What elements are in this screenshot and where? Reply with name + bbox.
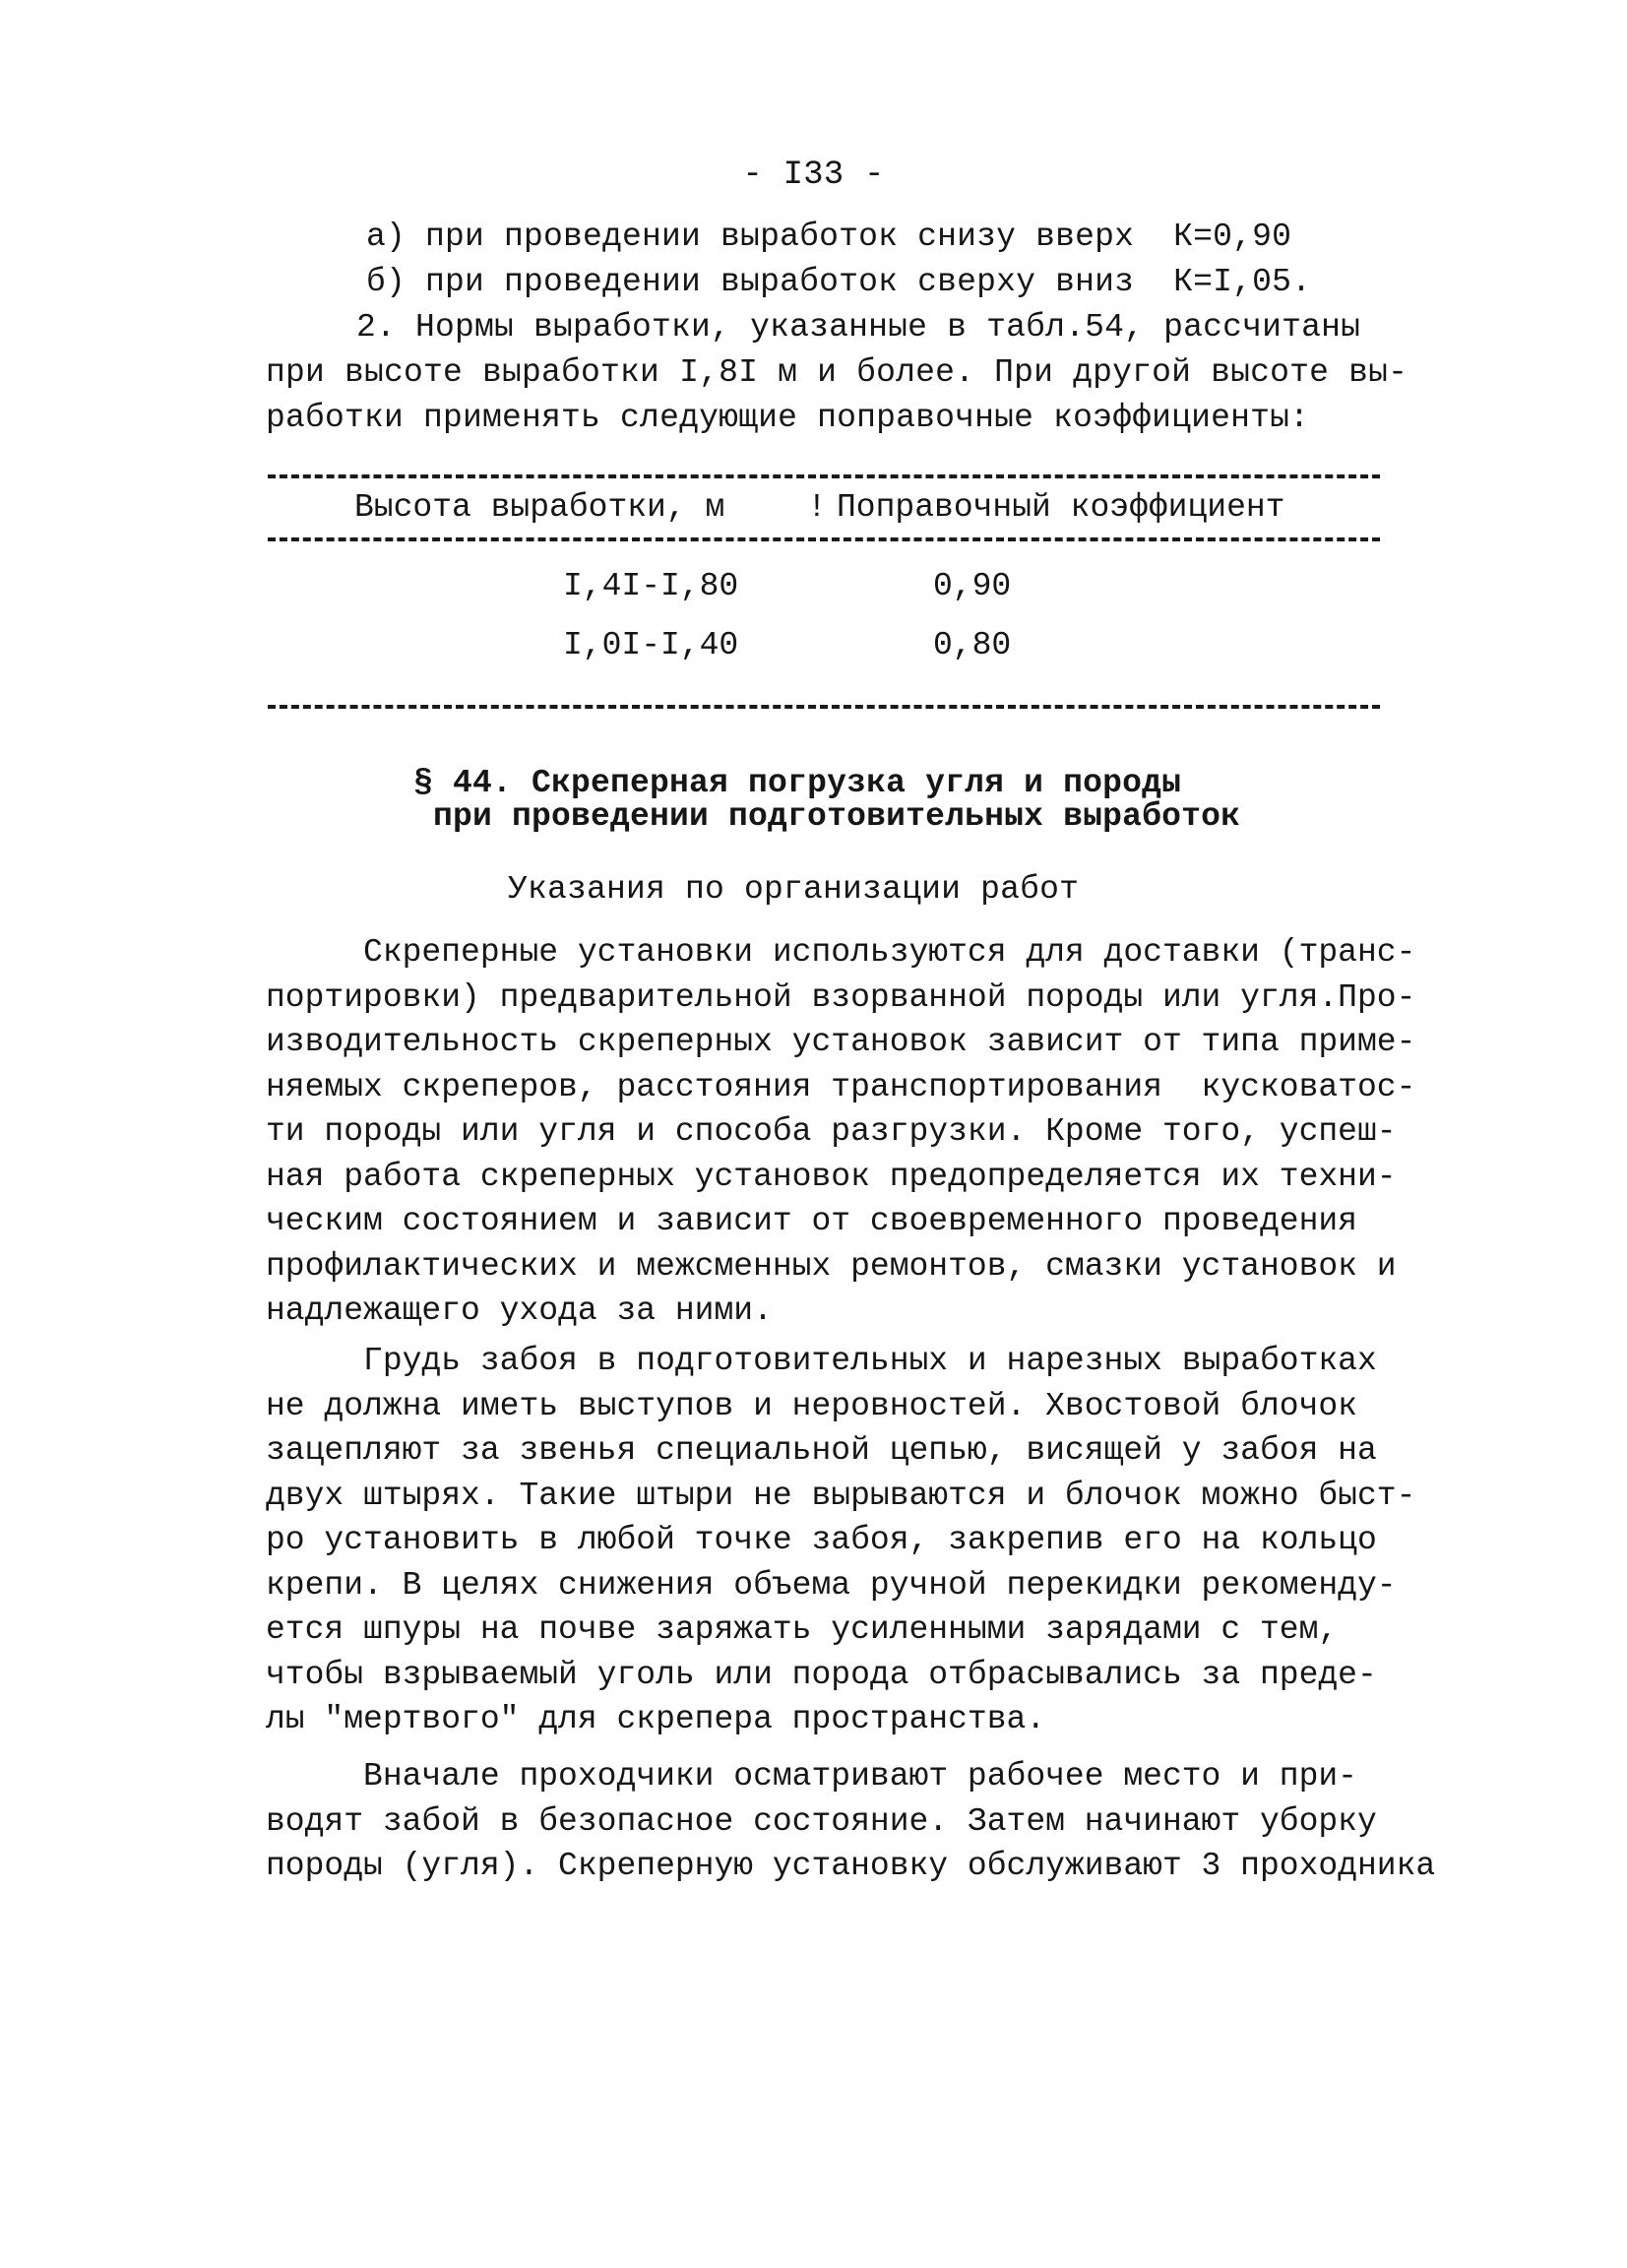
paragraph-line: ти породы или угля и способа разгрузки. Кроме того, успеш- — [266, 1113, 1397, 1150]
paragraph-line: няемых скреперов, расстояния транспортирования кусковатос- — [266, 1068, 1416, 1105]
paragraph-line: лы "мертвого" для скрепера пространства. — [266, 1701, 1046, 1737]
paragraph-line: портировки) предварительной взорванной породы или угля.Про- — [266, 978, 1416, 1016]
table-header-rule — [268, 537, 1380, 541]
paragraph — [266, 1339, 1416, 1742]
page-number: - I33 - — [742, 157, 885, 194]
section-title-line-2: при проведении подготовительных выработок — [433, 798, 1241, 835]
paragraph-line: надлежащего ухода за ними. — [266, 1292, 773, 1329]
paragraph-line: водят забой в безопасное состояние. Затем начинают уборку — [266, 1802, 1377, 1840]
paragraph-line: не должна иметь выступов и неровностей. Хвостовой блочок — [266, 1387, 1357, 1424]
paragraph-line: Вначале проходчики осматривают рабочее место и при- — [266, 1758, 1357, 1795]
note-2-line: работки применять следующие поправочные коэффициенты: — [266, 400, 1310, 436]
table-header-coefficient: Поправочный коэффициент — [837, 489, 1285, 526]
paragraph-line: двух штырях. Такие штыри не вырываются и блочок можно быст- — [266, 1477, 1416, 1514]
table-bottom-rule — [268, 705, 1380, 709]
paragraph-line: профилактических и межсменных ремонтов, смазки установок и — [266, 1247, 1397, 1285]
table-header-height: Высота выработки, м — [354, 489, 725, 526]
section-title-line-1: § 44. Скреперная погрузка угля и породы — [413, 765, 1182, 801]
table-header-separator: ! — [807, 489, 827, 526]
table-cell-height: I,4I-I,80 — [563, 568, 739, 604]
table-cell-coefficient: 0,90 — [933, 568, 1012, 604]
paragraph-line: ная работа скреперных установок предопределяется их техни- — [266, 1158, 1397, 1195]
paragraph-line: ется шпуры на почве заряжать усиленными зарядами с тем, — [266, 1611, 1339, 1648]
paragraph-line: породы (угля). Скреперную установку обслуживают 3 проходника — [266, 1848, 1436, 1884]
paragraph-line: зацепляют за звенья специальной цепью, висящей у забоя на — [266, 1432, 1377, 1469]
paragraph-line: ческим состоянием и зависит от своевременного проведения — [266, 1203, 1357, 1239]
note-2-line: 2. Нормы выработки, указанные в табл.54, рассчитаны — [356, 309, 1361, 346]
paragraph-line: Грудь забоя в подготовительных и нарезных выработках — [266, 1343, 1377, 1379]
note-line-b: б) при проведении выработок сверху вниз К=I,05. — [366, 264, 1312, 300]
note-line-a: а) при проведении выработок снизу вверх К=0,90 — [366, 219, 1292, 255]
paragraph — [266, 1754, 1436, 1889]
paragraph-line: ро установить в любой точке забоя, закрепив его на кольцо — [266, 1522, 1377, 1558]
table-cell-coefficient: 0,80 — [933, 627, 1012, 663]
section-subtitle: Указания по организации работ — [508, 871, 1080, 908]
paragraph — [266, 930, 1416, 1334]
note-2-line: при высоте выработки I,8I м и более. При другой высоте вы- — [266, 354, 1408, 391]
paragraph-line: крепи. В целях снижения объема ручной перекидки рекоменду- — [266, 1566, 1397, 1604]
table-top-rule — [268, 474, 1380, 478]
paragraph-line: чтобы взрываемый уголь или порода отбрасывались за преде- — [266, 1656, 1377, 1693]
paragraph-line: изводительность скреперных установок зависит от типа приме- — [266, 1024, 1416, 1060]
paragraph-line: Скреперные установки используются для доставки (транс- — [266, 934, 1416, 971]
table-cell-height: I,0I-I,40 — [563, 627, 739, 663]
